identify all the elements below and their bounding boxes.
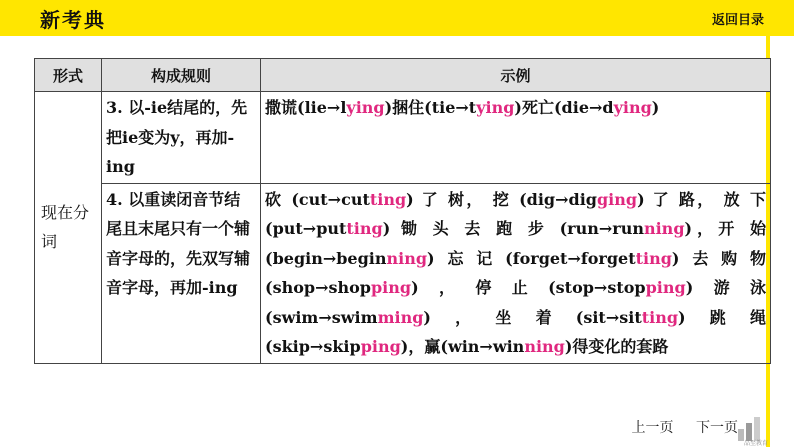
example-cell [261, 92, 771, 184]
example-text: ) 锄 头 去 跑 步 (run→run [382, 219, 644, 238]
ing-suffix: ting [369, 189, 407, 209]
example-text: )，坐着(sit→sit [423, 307, 642, 327]
rule-cell: 3. 以-ie结尾的，先把ie变为y，再加-ing [102, 92, 261, 184]
example-text: ) 了 树， 挖 (dig→dig [406, 189, 597, 209]
ing-suffix: ping [645, 278, 686, 297]
ing-suffix: ning [524, 337, 565, 356]
ing-suffix: ting [346, 219, 383, 238]
example-text: )，开 始 (begin→begin [265, 219, 766, 268]
rule-cell: 4. 以重读闭音节结尾且末尾只有一个辅音字母的，先双写辅音字母，再加-ing [102, 183, 261, 363]
example-text: )死亡(die→d [514, 98, 614, 117]
example-text: 砍 (cut→cut [265, 189, 370, 209]
example-cell [261, 183, 771, 363]
example-text: 撒谎(lie→l [265, 98, 347, 117]
example-text: )，停止(stop→stop [411, 278, 646, 297]
ing-suffix: ting [635, 248, 672, 268]
footer-nav [614, 417, 738, 437]
back-to-contents-button[interactable]: 返回目录 [711, 13, 764, 28]
header-form: 形式 [35, 59, 102, 92]
next-page-button[interactable]: 下一页 [696, 420, 738, 436]
prev-page-button[interactable]: 上一页 [631, 420, 674, 436]
example-text: )，赢(win→win [400, 337, 525, 356]
header-rule: 构成规则 [102, 59, 261, 92]
ing-suffix: ging [596, 189, 638, 209]
rules-table [34, 58, 771, 364]
ing-suffix: ming [377, 307, 424, 327]
example-text: )跳绳(skip→skip [265, 307, 766, 356]
example-text: )游泳(swim→swim [265, 278, 766, 327]
table-header-row [35, 59, 771, 92]
example-text: ) [651, 98, 660, 117]
logo-text: 品至教育 [743, 440, 768, 447]
example-text: )去购物(shop→shop [265, 248, 766, 297]
table-row [35, 92, 771, 184]
ing-suffix: ping [360, 337, 401, 356]
form-cell: 现在分词 [35, 92, 102, 364]
ing-suffix: ning [386, 248, 428, 268]
ing-suffix: ning [643, 219, 685, 238]
example-text: )得变化的套路 [564, 337, 669, 356]
header-example: 示例 [261, 59, 771, 92]
ing-suffix: ying [613, 98, 652, 117]
ing-suffix: ying [346, 98, 385, 117]
example-text: )忘记(forget→forget [427, 248, 636, 268]
brand-title: 新考典 [40, 8, 106, 32]
ing-suffix: ping [370, 278, 412, 297]
example-text: ) 了 路， 放 下 (put→put [265, 189, 766, 238]
example-text: )捆住(tie→t [384, 98, 477, 117]
ing-suffix: ying [476, 98, 515, 117]
table-row [35, 183, 771, 363]
top-bar [0, 0, 794, 36]
ing-suffix: ting [641, 307, 679, 327]
